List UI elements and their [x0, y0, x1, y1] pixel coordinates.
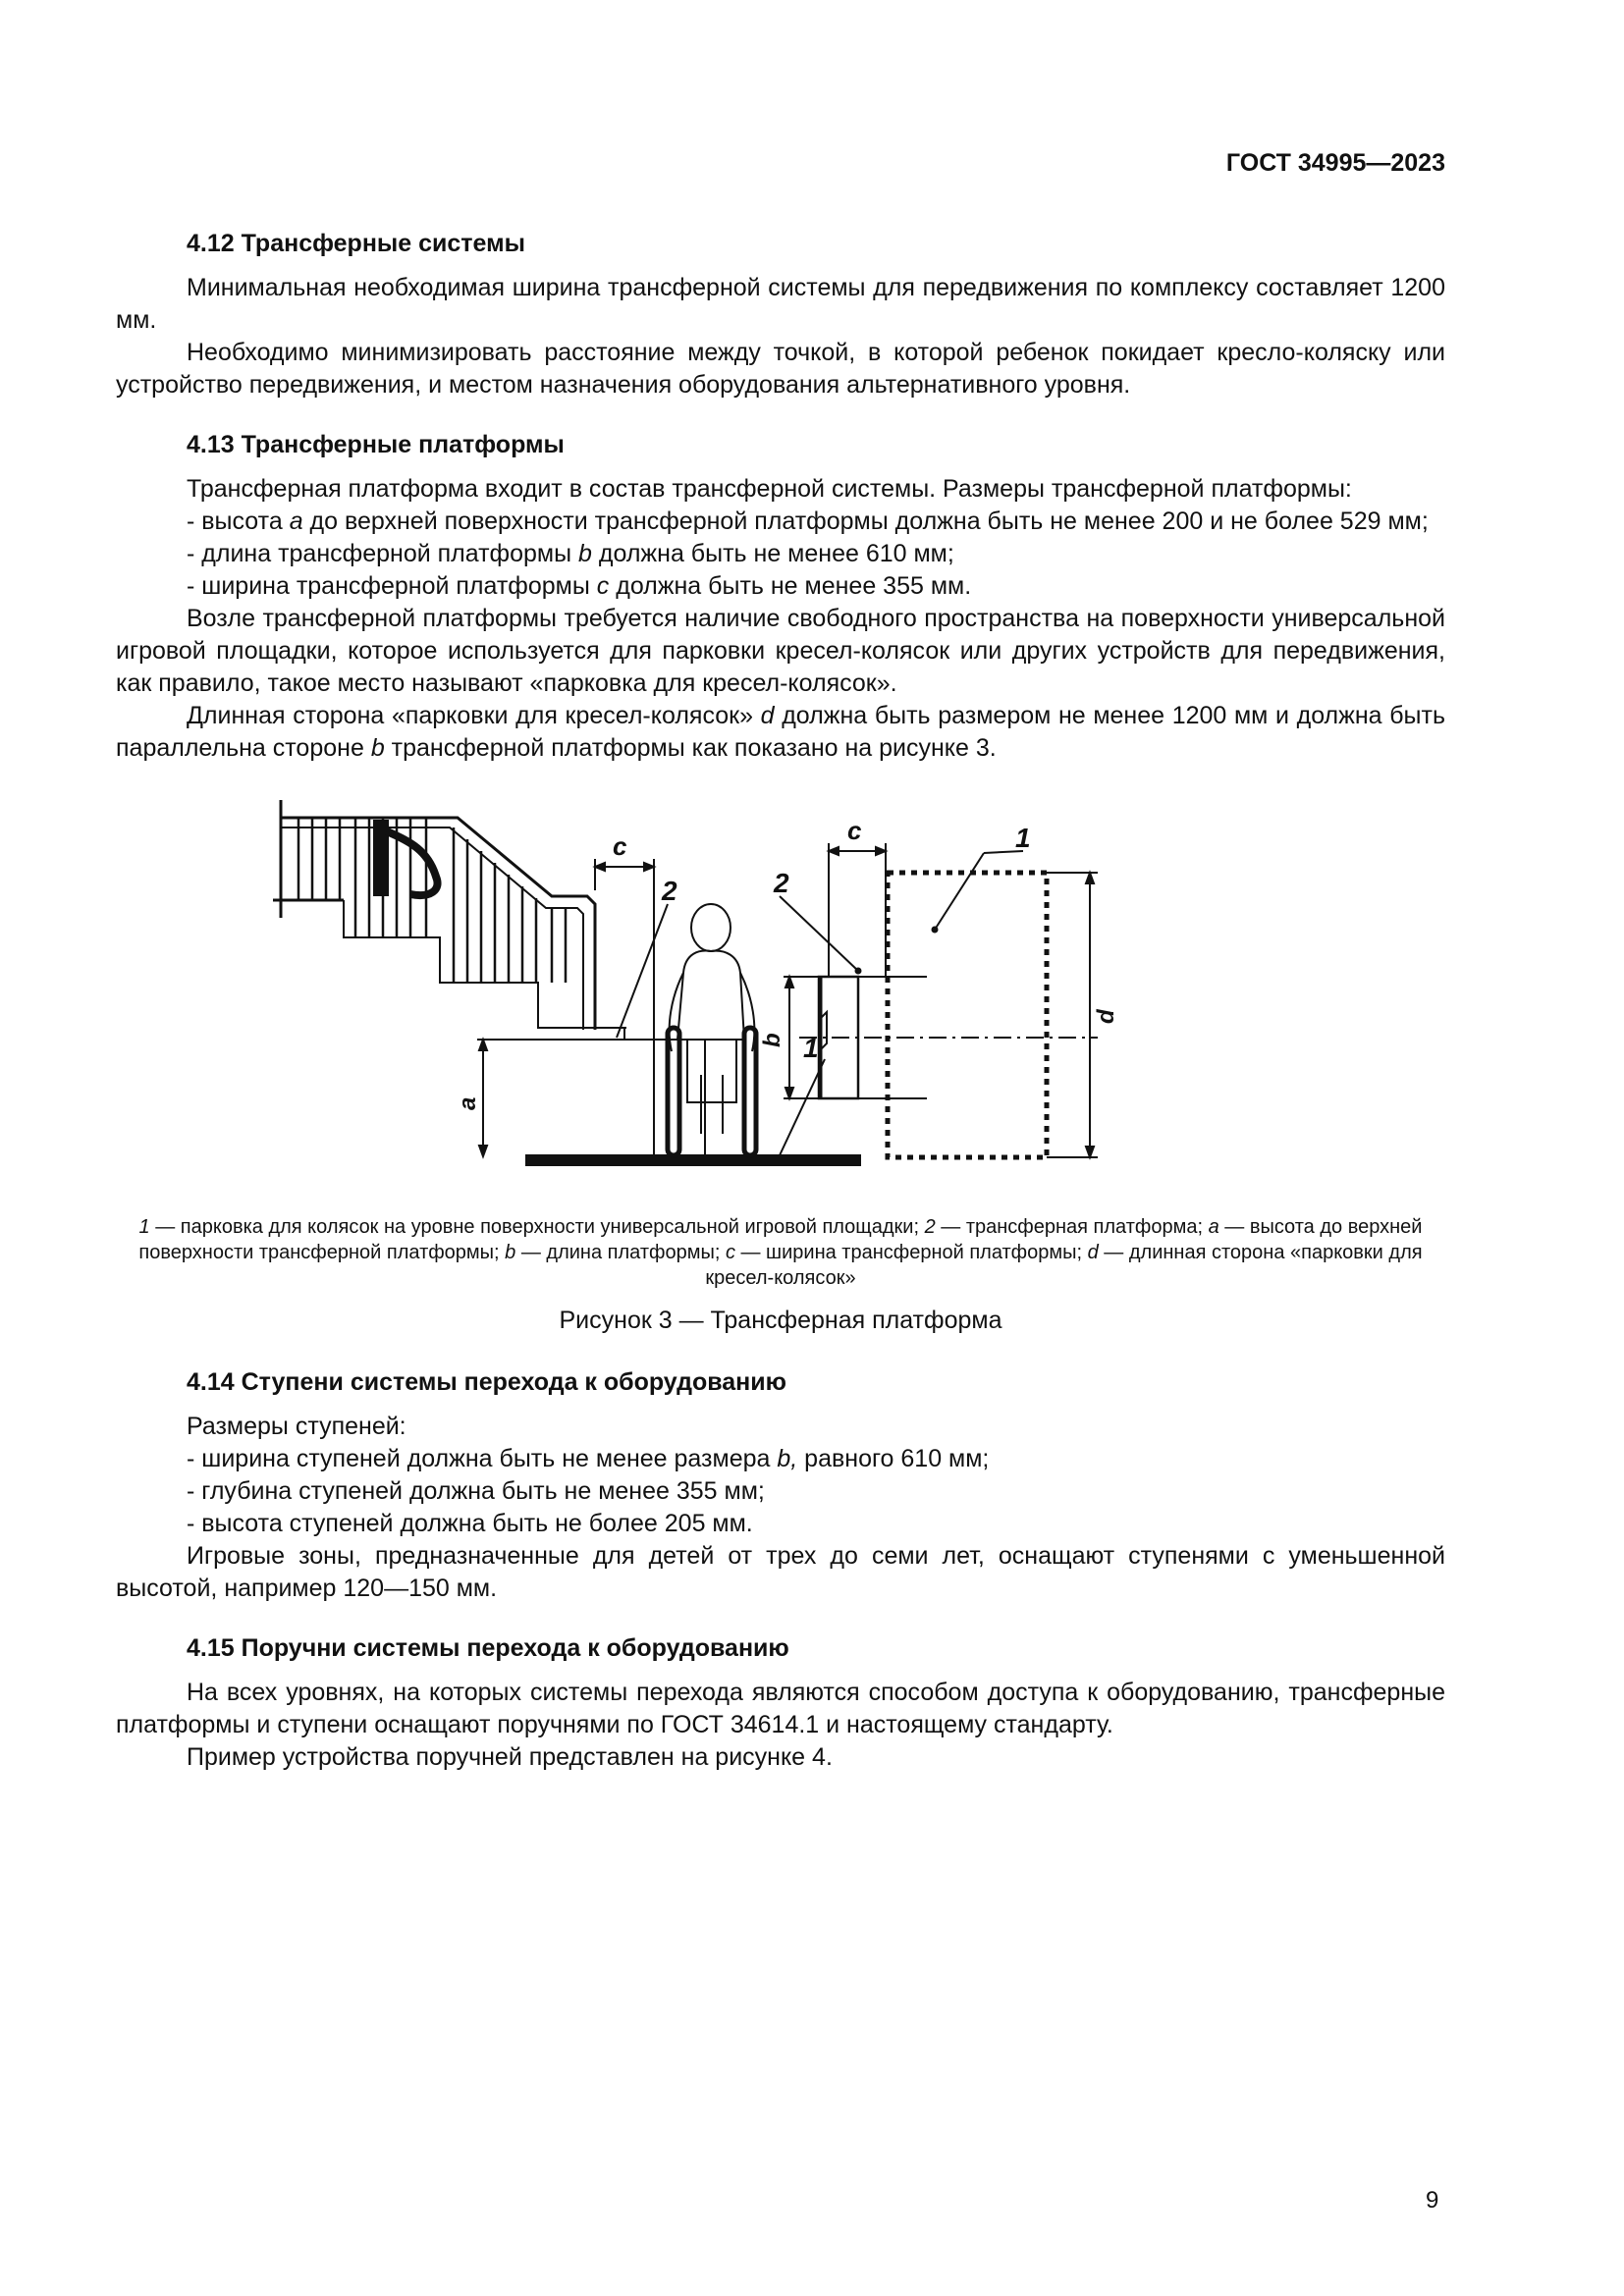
list-item: - высота a до верхней поверхности трансферной платформы должна быть не менее 200 и не более 529 мм; — [187, 507, 1429, 535]
figure-3-drawing — [116, 780, 1445, 1202]
list-item: - ширина трансферной платформы c должна быть не менее 355 мм. — [187, 572, 972, 600]
section-4-14-intro: Размеры ступеней: — [187, 1413, 406, 1440]
figure-3-legend: 1 — парковка для колясок на уровне поверхности универсальной игровой площадки; 2 — трансферная платформа; a — высота до верхней поверхности трансферной платформы; b — длина платформы; c — ширина трансферной платформы; d — длинная сторона «парковки для кресел-колясок» — [138, 1216, 1423, 1289]
section-4-12-paragraph: Необходимо минимизировать расстояние между точкой, в которой ребенок покидает кресло-коляску или устройство передвижения, и местом назначения оборудования альтернативного уровня. — [116, 339, 1445, 399]
label-b: b — [759, 1033, 785, 1047]
section-4-14-paragraph: Игровые зоны, предназначенные для детей от трех до семи лет, оснащают ступенями с уменьшенной высотой, например 120—150 мм. — [116, 1542, 1445, 1602]
label-d: d — [1093, 1009, 1119, 1024]
list-item: - высота ступеней должна быть не более 205 мм. — [187, 1510, 753, 1537]
section-4-12-paragraph: Минимальная необходимая ширина трансферной системы для передвижения по комплексу составляет 1200 мм. — [116, 274, 1445, 334]
plan-view — [780, 843, 1098, 1157]
document-code: ГОСТ 34995—2023 — [1225, 149, 1445, 177]
section-4-13-paragraph: Трансферная платформа входит в состав трансферной системы. Размеры трансферной платформы: — [187, 475, 1352, 503]
list-item: - длина трансферной платформы b должна быть не менее 610 мм; — [187, 540, 954, 567]
label-c: c — [613, 831, 627, 861]
side-view — [273, 800, 860, 1165]
list-item: - глубина ступеней должна быть не менее 355 мм; — [187, 1477, 765, 1505]
section-4-13-title: 4.13 Трансферные платформы — [187, 431, 565, 458]
transfer-platform-diagram — [116, 780, 1445, 1202]
page-body — [116, 218, 1445, 1774]
section-4-15-title: 4.15 Поручни системы перехода к оборудованию — [187, 1634, 789, 1662]
section-4-15-paragraph: На всех уровнях, на которых системы перехода являются способом доступа к оборудованию, трансферные платформы и ступени оснащают поручнями по ГОСТ 34614.1 и настоящему стандарту. — [116, 1679, 1445, 1738]
label-2: 2 — [662, 876, 677, 906]
label-1-plan: 1 — [1015, 823, 1031, 853]
section-4-14-title: 4.14 Ступени системы перехода к оборудованию — [187, 1368, 786, 1396]
label-a: a — [455, 1096, 481, 1110]
section-4-15-paragraph: Пример устройства поручней представлен на рисунке 4. — [187, 1743, 833, 1771]
list-item: - ширина ступеней должна быть не менее размера b, равного 610 мм; — [187, 1445, 990, 1472]
page-number: 9 — [1426, 2187, 1439, 2214]
section-4-13-paragraph: Длинная сторона «парковки для кресел-колясок» d должна быть размером не менее 1200 мм и должна быть параллельна стороне b трансферной платформы как показано на рисунке 3. — [116, 702, 1445, 762]
label-2-plan: 2 — [774, 868, 789, 898]
section-4-12-title: 4.12 Трансферные системы — [187, 230, 525, 257]
figure-labels — [455, 816, 1119, 1110]
label-c-plan: c — [847, 816, 862, 845]
label-1: 1 — [803, 1033, 819, 1063]
section-4-13-paragraph: Возле трансферной платформы требуется наличие свободного пространства на поверхности универсальной игровой площадки, которое используется для парковки кресел-колясок или других устройств для передвижения, как правило, такое место называют «парковка для кресел-колясок». — [116, 605, 1445, 697]
figure-3-caption: Рисунок 3 — Трансферная платформа — [559, 1307, 1002, 1334]
